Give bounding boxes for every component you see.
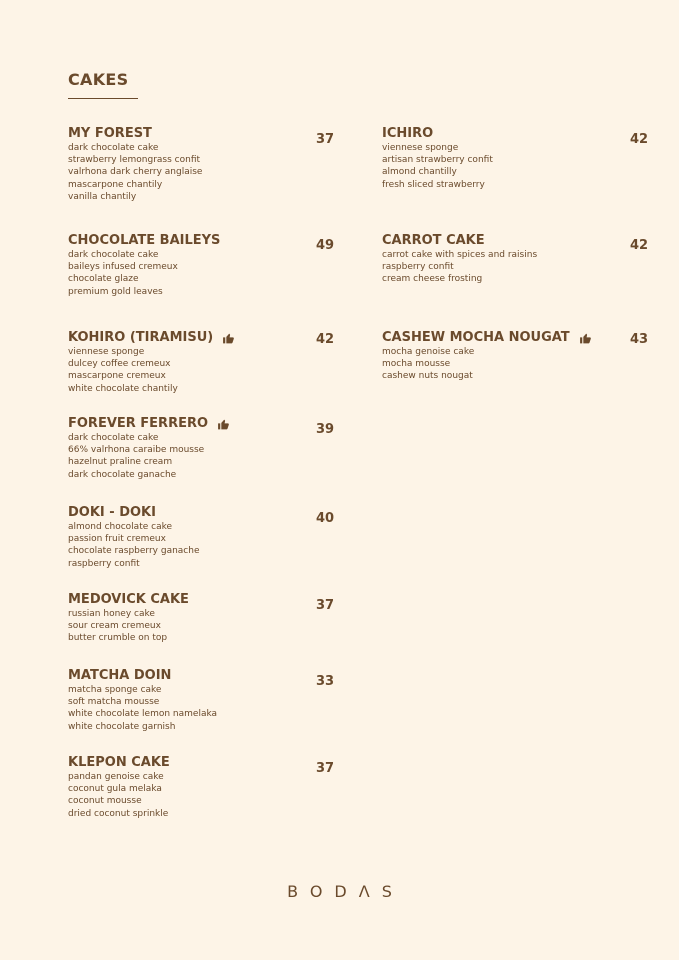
- description-line: sour cream cremeux: [68, 621, 161, 632]
- item-description: [382, 249, 537, 286]
- menu-item: [68, 417, 230, 481]
- description-line: mocha genoise cake: [382, 347, 475, 357]
- item-name-text: MY FOREST: [68, 126, 152, 141]
- thumbs-up-icon: [579, 332, 592, 345]
- description-line: hazelnut praline cream: [68, 457, 173, 468]
- item-name-text: MEDOVICK CAKE: [68, 592, 189, 607]
- description-line: almond chantilly: [382, 167, 457, 178]
- title-underline: [68, 98, 138, 99]
- menu-item: [68, 756, 170, 820]
- item-description: [68, 608, 189, 645]
- item-price: 42: [316, 332, 335, 347]
- item-name: [382, 127, 493, 141]
- description-line: viennese sponge: [68, 347, 145, 357]
- item-name-text: CASHEW MOCHA NOUGAT: [382, 330, 570, 345]
- description-line: almond chocolate cake: [68, 522, 173, 532]
- description-line: dried coconut sprinkle: [68, 808, 169, 819]
- brand-logo: BODΛS: [287, 882, 404, 901]
- item-name-text: MATCHA DOIN: [68, 668, 172, 683]
- item-name-text: ICHIRO: [382, 126, 434, 141]
- description-line: valrhona dark cherry anglaise: [68, 167, 203, 178]
- menu-item: [68, 331, 235, 395]
- description-line: dark chocolate cake: [68, 143, 159, 153]
- item-name: [382, 234, 537, 248]
- item-price: 37: [316, 132, 335, 147]
- item-description: [68, 346, 235, 395]
- menu-item: [68, 593, 189, 645]
- menu-item: [382, 127, 493, 191]
- description-line: mascarpone cremeux: [68, 371, 166, 382]
- description-line: raspberry confit: [382, 262, 454, 273]
- description-line: premium gold leaves: [68, 286, 163, 297]
- description-line: 66% valrhona caraibe mousse: [68, 445, 205, 456]
- description-line: vanilla chantily: [68, 191, 137, 202]
- item-price: 37: [316, 598, 335, 613]
- description-line: strawberry lemongrass confit: [68, 155, 201, 166]
- item-name: [382, 331, 592, 345]
- description-line: coconut gula melaka: [68, 784, 162, 795]
- description-line: dark chocolate cake: [68, 250, 159, 260]
- item-price: 39: [316, 422, 335, 437]
- item-description: [382, 142, 493, 191]
- item-name-text: CHOCOLATE BAILEYS: [68, 233, 221, 248]
- item-description: [382, 346, 592, 383]
- item-name-text: CARROT CAKE: [382, 233, 485, 248]
- description-line: russian honey cake: [68, 609, 155, 619]
- menu-item: [68, 234, 220, 298]
- item-price: 37: [316, 761, 335, 776]
- item-name-text: DOKI - DOKI: [68, 505, 156, 520]
- description-line: chocolate raspberry ganache: [68, 546, 200, 557]
- description-line: baileys infused cremeux: [68, 262, 178, 273]
- description-line: raspberry confit: [68, 558, 140, 569]
- description-line: coconut mousse: [68, 796, 142, 807]
- description-line: butter crumble on top: [68, 633, 168, 644]
- description-line: white chocolate lemon namelaka: [68, 709, 218, 720]
- item-description: [68, 432, 230, 481]
- item-name: [68, 127, 202, 141]
- description-line: dark chocolate cake: [68, 433, 159, 443]
- description-line: matcha sponge cake: [68, 685, 162, 695]
- item-name: [68, 756, 170, 770]
- item-price: 42: [630, 238, 649, 253]
- description-line: soft matcha mousse: [68, 697, 160, 708]
- item-name: [68, 593, 189, 607]
- item-price: 43: [630, 332, 649, 347]
- description-line: white chocolate chantily: [68, 383, 178, 394]
- description-line: mocha mousse: [382, 359, 451, 370]
- description-line: cream cheese frosting: [382, 274, 483, 285]
- item-description: [68, 771, 170, 820]
- description-line: artisan strawberry confit: [382, 155, 493, 166]
- item-price: 49: [316, 238, 335, 253]
- description-line: mascarpone chantily: [68, 179, 163, 190]
- section-title: CAKES: [68, 70, 129, 89]
- description-line: chocolate glaze: [68, 274, 139, 285]
- thumbs-up-icon: [217, 418, 230, 431]
- menu-item: [68, 669, 217, 733]
- item-description: [68, 249, 220, 298]
- item-price: 42: [630, 132, 649, 147]
- description-line: passion fruit cremeux: [68, 534, 166, 545]
- description-line: dulcey coffee cremeux: [68, 359, 171, 370]
- item-name: [68, 506, 200, 520]
- description-line: viennese sponge: [382, 143, 459, 153]
- item-price: 40: [316, 511, 335, 526]
- description-line: white chocolate garnish: [68, 721, 176, 732]
- item-description: [68, 521, 200, 570]
- item-name: [68, 669, 217, 683]
- item-name: [68, 417, 230, 431]
- item-name: [68, 331, 235, 345]
- menu-item: [68, 127, 202, 203]
- description-line: carrot cake with spices and raisins: [382, 250, 538, 260]
- item-price: 33: [316, 674, 335, 689]
- description-line: pandan genoise cake: [68, 772, 164, 782]
- thumbs-up-icon: [222, 332, 235, 345]
- description-line: fresh sliced strawberry: [382, 179, 485, 190]
- description-line: dark chocolate ganache: [68, 469, 177, 480]
- item-name: [68, 234, 220, 248]
- item-name-text: FOREVER FERRERO: [68, 416, 209, 431]
- item-description: [68, 684, 217, 733]
- menu-item: [382, 234, 537, 286]
- item-name-text: KLEPON CAKE: [68, 755, 170, 770]
- menu-item: [68, 506, 200, 570]
- description-line: cashew nuts nougat: [382, 371, 473, 382]
- item-description: [68, 142, 202, 203]
- item-name-text: KOHIRO (TIRAMISU): [68, 330, 214, 345]
- menu-item: [382, 331, 592, 383]
